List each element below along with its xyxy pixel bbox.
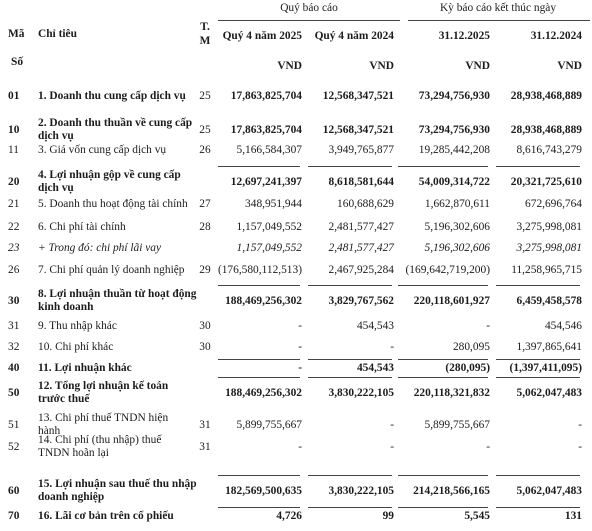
row-value-y24: - xyxy=(578,419,582,431)
row-value-q25: - xyxy=(298,362,302,374)
row-code: 32 xyxy=(8,341,20,353)
header-group-period: Kỳ báo cáo kết thúc ngày xyxy=(439,2,557,14)
row-label: 7. Chi phí quản lý doanh nghiệp xyxy=(38,264,185,276)
row-value-y25: 280,095 xyxy=(452,341,490,353)
total-rule xyxy=(218,377,300,378)
row-label: kinh doanh xyxy=(38,301,94,313)
row-value-q25: 188,469,256,302 xyxy=(225,295,302,307)
row-value-y24: 6,459,458,578 xyxy=(516,295,582,307)
row-value-y25: 5,899,755,667 xyxy=(424,419,490,431)
row-value-q24: 3,829,767,562 xyxy=(328,295,394,307)
total-rule xyxy=(308,166,392,167)
row-value-q24: - xyxy=(390,419,394,431)
total-rule xyxy=(308,377,392,378)
row-code: 52 xyxy=(8,441,20,453)
row-value-q25: - xyxy=(298,341,302,353)
row-value-q25: 348,951,944 xyxy=(245,198,302,210)
header-group-quarter: Quý báo cáo xyxy=(280,2,338,14)
row-label: dịch vụ xyxy=(38,182,74,194)
row-value-y25: 19,285,442,208 xyxy=(418,144,490,156)
row-label: 10. Chi phí khác xyxy=(38,341,114,353)
header-divider-period xyxy=(408,20,590,21)
row-value-y24: 672,696,764 xyxy=(525,198,582,210)
row-value-q24: 12,568,347,521 xyxy=(322,124,394,136)
row-label: 5. Doanh thu hoạt động tài chính xyxy=(38,198,188,210)
row-code: 22 xyxy=(8,221,20,233)
row-value-y24: 5,062,047,483 xyxy=(516,485,582,497)
total-rule xyxy=(218,285,300,286)
total-rule xyxy=(308,359,392,360)
row-value-y24: 454,546 xyxy=(544,320,582,332)
row-code: 01 xyxy=(8,90,20,102)
row-code: 26 xyxy=(8,264,20,276)
row-value-y25: 1,662,870,611 xyxy=(424,198,490,210)
row-code: 70 xyxy=(8,510,20,522)
row-label: hành xyxy=(38,425,61,437)
unit-end-2025: VND xyxy=(465,60,490,72)
row-code: 10 xyxy=(8,124,20,136)
total-rule xyxy=(218,359,300,360)
row-value-q24: 3,949,765,877 xyxy=(328,144,394,156)
row-value-q24: - xyxy=(390,441,394,453)
total-rule xyxy=(308,475,392,476)
header-code-line2: Số xyxy=(11,56,24,68)
row-note: 30 xyxy=(199,341,211,353)
row-note: 31 xyxy=(199,441,211,453)
row-value-q24: 160,688,629 xyxy=(337,198,394,210)
row-code: 40 xyxy=(8,362,20,374)
row-label: 15. Lợi nhuận sau thuế thu nhập xyxy=(38,478,197,490)
total-rule xyxy=(398,475,488,476)
row-value-y25: 54,009,314,722 xyxy=(418,176,490,188)
row-note: 27 xyxy=(199,198,211,210)
row-value-y24: 3,275,998,081 xyxy=(516,221,582,233)
row-value-q24: - xyxy=(390,341,394,353)
header-note: T. xyxy=(200,21,210,33)
row-label: 14. Chi phí (thu nhập) thuế xyxy=(38,434,162,446)
row-value-q25: 17,863,825,704 xyxy=(230,124,302,136)
row-value-y24: (1,397,411,095) xyxy=(509,362,582,374)
row-value-q24: 8,618,581,644 xyxy=(328,176,394,188)
row-code: 11 xyxy=(8,144,19,156)
unit-q4-2024: VND xyxy=(369,60,394,72)
row-value-q25: (176,580,112,513) xyxy=(217,264,302,276)
row-value-y24: 11,258,965,715 xyxy=(511,264,582,276)
row-label: doanh nghiệp xyxy=(38,491,105,503)
row-value-q25: 12,697,241,397 xyxy=(230,176,302,188)
total-rule xyxy=(308,507,392,508)
row-note: 30 xyxy=(199,320,211,332)
row-label: 11. Lợi nhuận khác xyxy=(38,362,132,374)
row-value-q24: 2,481,577,427 xyxy=(328,242,394,254)
header-end-2024: 31.12.2024 xyxy=(530,30,582,42)
row-value-y25: 73,294,756,930 xyxy=(418,124,490,136)
row-code: 23 xyxy=(8,242,20,254)
row-value-y25: 220,118,321,832 xyxy=(413,387,490,399)
row-value-y24: 5,062,047,483 xyxy=(516,387,582,399)
row-value-q25: 5,899,755,667 xyxy=(236,419,302,431)
header-item: Chỉ tiêu xyxy=(38,28,77,40)
row-note: 26 xyxy=(199,144,211,156)
row-value-q25: 188,469,256,302 xyxy=(225,387,302,399)
row-code: 50 xyxy=(8,387,20,399)
row-value-q24: 3,830,222,105 xyxy=(328,387,394,399)
row-value-y24: 1,397,865,641 xyxy=(516,341,582,353)
row-note: 25 xyxy=(199,90,211,102)
row-value-y25: - xyxy=(486,441,490,453)
row-label: 8. Lợi nhuận thuần từ hoạt động xyxy=(38,288,197,300)
header-note-line2: M xyxy=(199,35,211,47)
row-label: 3. Giá vốn cung cấp dịch vụ xyxy=(38,144,167,156)
total-rule xyxy=(218,507,300,508)
total-rule xyxy=(398,377,488,378)
row-label: TNDN hoãn lại xyxy=(38,447,109,459)
total-rule xyxy=(496,285,580,286)
total-rule xyxy=(308,285,392,286)
row-value-q24: 3,830,222,105 xyxy=(328,485,394,497)
row-value-q25: - xyxy=(298,441,302,453)
total-rule xyxy=(218,166,300,167)
row-value-y25: 73,294,756,930 xyxy=(418,90,490,102)
row-value-q24: 99 xyxy=(382,510,394,522)
total-rule xyxy=(496,359,580,360)
row-label: 2. Doanh thu thuần về cung cấp xyxy=(38,117,193,129)
row-value-y25: 5,545 xyxy=(464,510,490,522)
row-code: 20 xyxy=(8,176,20,188)
total-rule xyxy=(496,166,580,167)
row-label: 4. Lợi nhuận gộp về cung cấp xyxy=(38,169,181,181)
header-q4-2024: Quý 4 năm 2024 xyxy=(314,30,394,42)
row-value-y24: 8,616,743,279 xyxy=(516,144,582,156)
row-value-y25: 220,118,601,927 xyxy=(413,295,490,307)
total-rule xyxy=(496,377,580,378)
row-note: 31 xyxy=(199,419,211,431)
row-value-q24: 454,543 xyxy=(356,362,394,374)
row-value-y25: 5,196,302,606 xyxy=(424,242,490,254)
row-value-q25: 17,863,825,704 xyxy=(230,90,302,102)
header-end-2025: 31.12.2025 xyxy=(438,30,490,42)
row-value-q25: - xyxy=(298,320,302,332)
row-value-y25: (169,642,719,200) xyxy=(405,264,490,276)
row-value-q24: 454,543 xyxy=(356,320,394,332)
row-code: 21 xyxy=(8,198,20,210)
header-code: Mã xyxy=(8,28,25,40)
row-label: 6. Chi phí tài chính xyxy=(38,221,126,233)
row-value-y24: 131 xyxy=(564,510,582,522)
row-note: 29 xyxy=(199,264,211,276)
row-value-y24: - xyxy=(578,441,582,453)
row-value-q25: 5,166,584,307 xyxy=(236,144,302,156)
row-value-y24: 3,275,998,081 xyxy=(516,242,582,254)
row-value-y25: - xyxy=(486,320,490,332)
total-rule xyxy=(496,475,580,476)
total-rule xyxy=(398,285,488,286)
row-note: 25 xyxy=(199,124,211,136)
row-label: 1. Doanh thu cung cấp dịch vụ xyxy=(38,90,186,102)
row-note: 28 xyxy=(199,221,211,233)
total-rule xyxy=(218,475,300,476)
row-value-q24: 2,467,925,284 xyxy=(328,264,394,276)
total-rule xyxy=(496,507,580,508)
row-value-q25: 1,157,049,552 xyxy=(236,221,302,233)
row-value-q25: 4,726 xyxy=(276,510,302,522)
header-divider-quarter xyxy=(218,20,400,21)
row-label: + Trong đó: chi phí lãi vay xyxy=(38,242,162,254)
unit-end-2024: VND xyxy=(557,60,582,72)
row-value-y25: 214,218,566,165 xyxy=(413,485,490,497)
row-label: trước thuế xyxy=(38,393,90,405)
row-code: 31 xyxy=(8,320,20,332)
row-code: 60 xyxy=(8,485,20,497)
row-value-q25: 182,569,500,635 xyxy=(225,485,302,497)
row-value-y25: 5,196,302,606 xyxy=(424,221,490,233)
row-code: 51 xyxy=(8,419,20,431)
row-label: dịch vụ xyxy=(38,130,74,142)
row-label: 13. Chi phí thuế TNDN hiện xyxy=(38,412,169,424)
row-value-q25: 1,157,049,552 xyxy=(236,242,302,254)
total-rule xyxy=(398,507,488,508)
row-value-y24: 28,938,468,889 xyxy=(510,90,582,102)
row-label: 9. Thu nhập khác xyxy=(38,320,117,332)
unit-q4-2025: VND xyxy=(277,60,302,72)
row-code: 30 xyxy=(8,295,20,307)
row-label: 12. Tổng lợi nhuận kế toán xyxy=(38,380,169,392)
row-value-y24: 20,321,725,610 xyxy=(510,176,582,188)
row-value-y25: (280,095) xyxy=(445,362,490,374)
total-rule xyxy=(398,359,488,360)
header-q4-2025: Quý 4 năm 2025 xyxy=(222,30,302,42)
row-value-q24: 2,481,577,427 xyxy=(328,221,394,233)
row-value-y24: 28,938,468,889 xyxy=(510,124,582,136)
total-rule xyxy=(398,166,488,167)
row-value-q24: 12,568,347,521 xyxy=(322,90,394,102)
row-label: 16. Lãi cơ bản trên cổ phiếu xyxy=(38,510,174,522)
